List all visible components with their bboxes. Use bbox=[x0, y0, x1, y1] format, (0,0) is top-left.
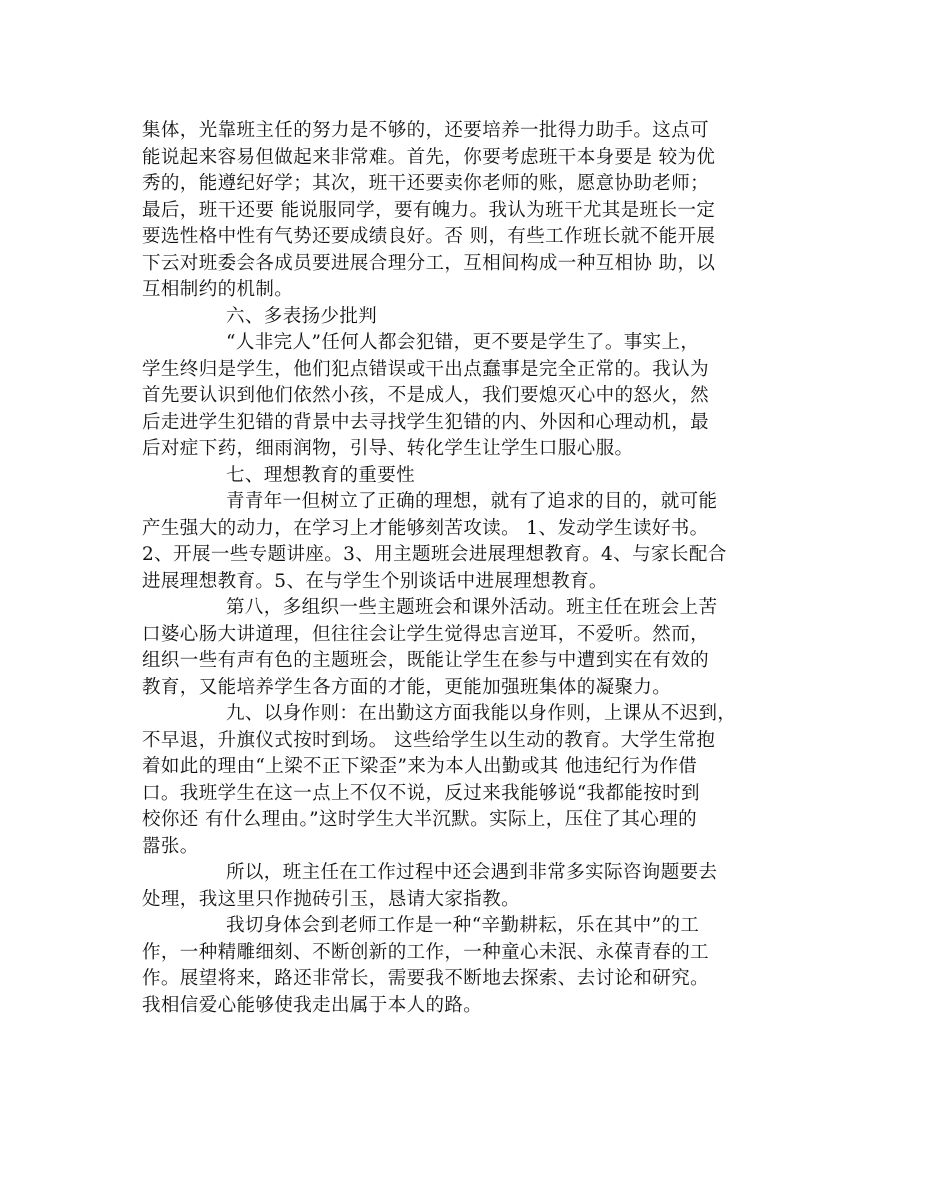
text-line: 处理，我这里只作抛砖引玉，恳请大家指教。 bbox=[142, 888, 521, 910]
text-line: 产生强大的动力，在学习上才能够刻苦攻读。 1、发动学生读好书。 bbox=[142, 517, 709, 539]
text-line: 组织一些有声有色的主题班会，既能让学生在参与中遭到实在有效的 bbox=[142, 650, 710, 671]
text-line: 后走进学生犯错的背景中去寻找学生犯错的内、外因和心理动机，最 bbox=[142, 411, 710, 433]
text-line: 能说起来容易但做起来非常难。首先，你要考虑班干本身要是 较为优 bbox=[142, 146, 716, 168]
text-line: 学生终归是学生，他们犯点错误或干出点蠢事是完全正常的。我认为 bbox=[142, 358, 710, 380]
text-line: 我切身体会到老师工作是一种“辛勤耕耘，乐在其中”的工 bbox=[226, 915, 700, 936]
text-line: 互相制约的机制。 bbox=[142, 279, 294, 300]
text-line: 嚣张。 bbox=[142, 835, 199, 857]
text-line: 不早退，升旗仪式按时到场。 这些给学生以生动的教育。大学生常抱 bbox=[142, 729, 716, 751]
text-line: “人非完人”任何人都会犯错，更不要是学生了。事实上， bbox=[226, 332, 700, 353]
text-line: 我相信爱心能够使我走出属于本人的路。 bbox=[142, 994, 483, 1016]
text-line: 九、以身作则：在出勤这方面我能以身作则，上课从不迟到， bbox=[226, 703, 737, 724]
text-line: 2、开展一些专题讲座。3、用主题班会进展理想教育。4、与家长配合 bbox=[142, 544, 727, 565]
text-line: 青青年一但树立了正确的理想，就有了追求的目的，就可能 bbox=[226, 491, 718, 512]
text-line: 集体，光靠班主任的努力是不够的，还要培养一批得力助手。这点可 bbox=[142, 120, 710, 141]
text-line: 六、多表扬少批判 bbox=[226, 305, 378, 327]
text-line: 后对症下药，细雨润物，引导、转化学生让学生口服心服。 bbox=[142, 438, 634, 459]
text-line: 口婆心肠大讲道理，但往往会让学生觉得忠言逆耳，不爱听。然而， bbox=[142, 623, 710, 645]
text-line: 七、理想教育的重要性 bbox=[226, 464, 416, 486]
text-line: 秀的，能遵纪好学；其次，班干还要卖你老师的账，愿意协助老师； bbox=[142, 173, 710, 194]
text-line: 首先要认识到他们依然小孩，不是成人，我们要熄灭心中的怒火，然 bbox=[142, 385, 710, 406]
text-line: 要选性格中性有气势还要成绩良好。否 则，有些工作班长就不能开展 bbox=[142, 226, 716, 247]
text-line: 最后，班干还要 能说服同学，要有魄力。我认为班干尤其是班长一定 bbox=[142, 199, 716, 221]
text-line: 第八，多组织一些主题班会和课外活动。班主任在班会上苦 bbox=[226, 597, 718, 618]
text-line: 下云对班委会各成员要进展合理分工，互相间构成一种互相协 助，以 bbox=[142, 252, 716, 274]
text-line: 作。展望将来，路还非常长，需要我不断地去探索、去讨论和研究。 bbox=[142, 968, 710, 989]
text-line: 口。我班学生在这一点上不仅不说，反过来我能够说“我都能按时到 bbox=[142, 782, 700, 804]
text-line: 作，一种精雕细刻、不断创新的工作，一种童心未泯、永葆青春的工 bbox=[142, 941, 710, 963]
text-line: 教育，又能培养学生各方面的才能，更能加强班集体的凝聚力。 bbox=[142, 676, 672, 698]
text-line: 进展理想教育。5、在与学生个别谈话中进展理想教育。 bbox=[142, 570, 608, 592]
document-body bbox=[142, 118, 812, 1019]
text-line: 所以，班主任在工作过程中还会遇到非常多实际咨询题要去 bbox=[226, 862, 718, 883]
text-line: 着如此的理由“上梁不正下梁歪”来为本人出勤或其 他违纪行为作借 bbox=[142, 756, 698, 777]
text-line: 校你还 有什么理由。”这时学生大半沉默。实际上，压住了其心理的 bbox=[142, 809, 697, 830]
